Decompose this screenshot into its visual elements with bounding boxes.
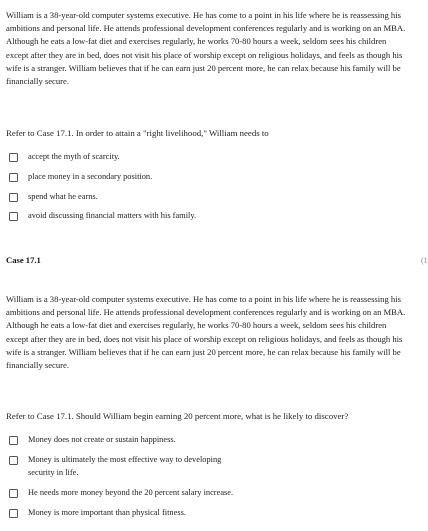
answer-option-label: spend what he earns. <box>28 192 98 201</box>
case-heading: Case 17.1 <box>6 255 41 265</box>
answer-option-label: Money is more important than physical fitness. <box>28 508 186 517</box>
question-prompt: Refer to Case 17.1. Should William begin earning 20 percent more, what is he likely to discover? <box>6 411 349 421</box>
checkbox[interactable] <box>9 153 18 162</box>
answer-option-label: He needs more money beyond the 20 percent salary increase. <box>28 488 234 497</box>
edge-marker: (1 <box>421 256 428 265</box>
checkbox[interactable] <box>9 509 18 518</box>
question-prompt: Refer to Case 17.1. In order to attain a "right livelihood," William needs to <box>6 128 269 138</box>
case-passage: William is a 38-year-old computer systems executive. He has come to a point in his life where he is reassessing his ambitions and personal life. He attends professional development conferences regularly and is working on an MBA. Although he eats a low-fat diet and exercises regularly, he works 70-80 hours a week, seldom sees his children except after they are in bed, does not visit his place of worship except on religious holidays, and feels as though his wife is a stranger. William believes that if he can earn just 20 percent more, he can relax because his family will be financially secure. <box>6 294 406 371</box>
answer-option-label: place money in a secondary position. <box>28 172 153 181</box>
answer-option-label: Money is ultimately the most effective way to developing security in life. <box>28 455 222 477</box>
checkbox[interactable] <box>9 489 18 498</box>
checkbox[interactable] <box>9 193 18 202</box>
answer-option-label: avoid discussing financial matters with his family. <box>28 211 197 220</box>
checkbox[interactable] <box>9 173 18 182</box>
checkbox[interactable] <box>9 436 18 445</box>
answer-option-label: Money does not create or sustain happiness. <box>28 435 176 444</box>
answer-option-label: accept the myth of scarcity. <box>28 152 120 161</box>
checkbox[interactable] <box>9 212 18 221</box>
case-passage: William is a 38-year-old computer systems executive. He has come to a point in his life where he is reassessing his ambitions and personal life. He attends professional development conferences regularly and is working on an MBA. Although he eats a low-fat diet and exercises regularly, he works 70-80 hours a week, seldom sees his children except after they are in bed, does not visit his place of worship except on religious holidays, and feels as though his wife is a stranger. William believes that if he can earn just 20 percent more, he can relax because his family will be financially secure. <box>6 10 406 87</box>
checkbox[interactable] <box>9 456 18 465</box>
